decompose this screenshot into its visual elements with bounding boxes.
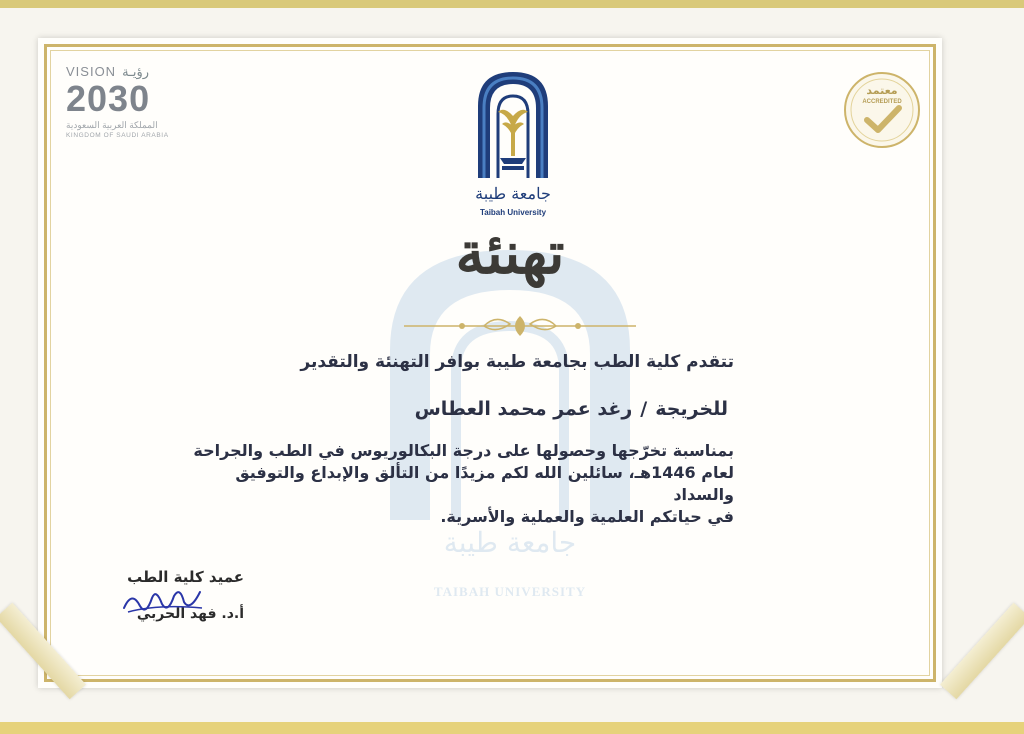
body-line-2: لعام 1446هـ، سائلين الله لكم مزيدًا من التألق والإبداع والتوفيق والسداد — [235, 463, 734, 504]
seal-label-en: ACCREDITED — [862, 99, 902, 105]
photo-background-edge — [0, 0, 1024, 8]
body-line-3: في حياتكم العلمية والعملية والأسرية. — [440, 507, 734, 526]
vision-title-en: VISION — [66, 64, 117, 79]
seal-label-ar: معتمد — [866, 84, 898, 97]
watermark-name-en: TAIBAH UNIVERSITY — [433, 584, 587, 599]
watermark-name-ar: جامعة طيبة — [443, 526, 577, 559]
corner-ribbon-right — [940, 603, 1024, 699]
intro-line: تتقدم كلية الطب بجامعة طيبة بوافر التهنئة والتقدير — [300, 352, 734, 372]
university-watermark — [360, 240, 660, 610]
graduate-line — [228, 398, 728, 420]
vision-title-ar: رؤيـة — [122, 64, 150, 79]
dean-title: عميد كلية الطب — [127, 568, 244, 586]
vision-year: 2030 — [66, 78, 151, 119]
accredited-check-icon — [842, 70, 922, 150]
graduate-separator: / — [640, 398, 648, 420]
accreditation-seal — [842, 70, 922, 150]
handwritten-signature — [118, 582, 208, 618]
university-emblem-icon — [468, 66, 558, 182]
university-name-en: Taibah University — [479, 208, 547, 217]
gold-ornament-divider — [400, 312, 640, 340]
vision-2030-logo — [66, 64, 186, 144]
certificate-body — [174, 440, 734, 528]
graduate-prefix: للخريجة — [655, 398, 728, 420]
graduate-name: رغد عمر محمد العطاس — [414, 398, 633, 420]
photo-background-edge-bottom — [0, 722, 1024, 734]
certificate-title: تهنئة — [455, 219, 565, 287]
university-name-ar: جامعة طيبة — [475, 184, 551, 203]
dean-name: أ.د. فهد الحربي — [136, 606, 244, 622]
body-line-1: بمناسبة تخرّجها وحصولها على درجة البكالوريوس في الطب والجراحة — [193, 441, 734, 460]
vision-country-en: KINGDOM OF SAUDI ARABIA — [66, 132, 169, 139]
vision-country-ar: المملكة العربية السعودية — [66, 120, 158, 130]
taibah-university-logo — [468, 66, 558, 224]
